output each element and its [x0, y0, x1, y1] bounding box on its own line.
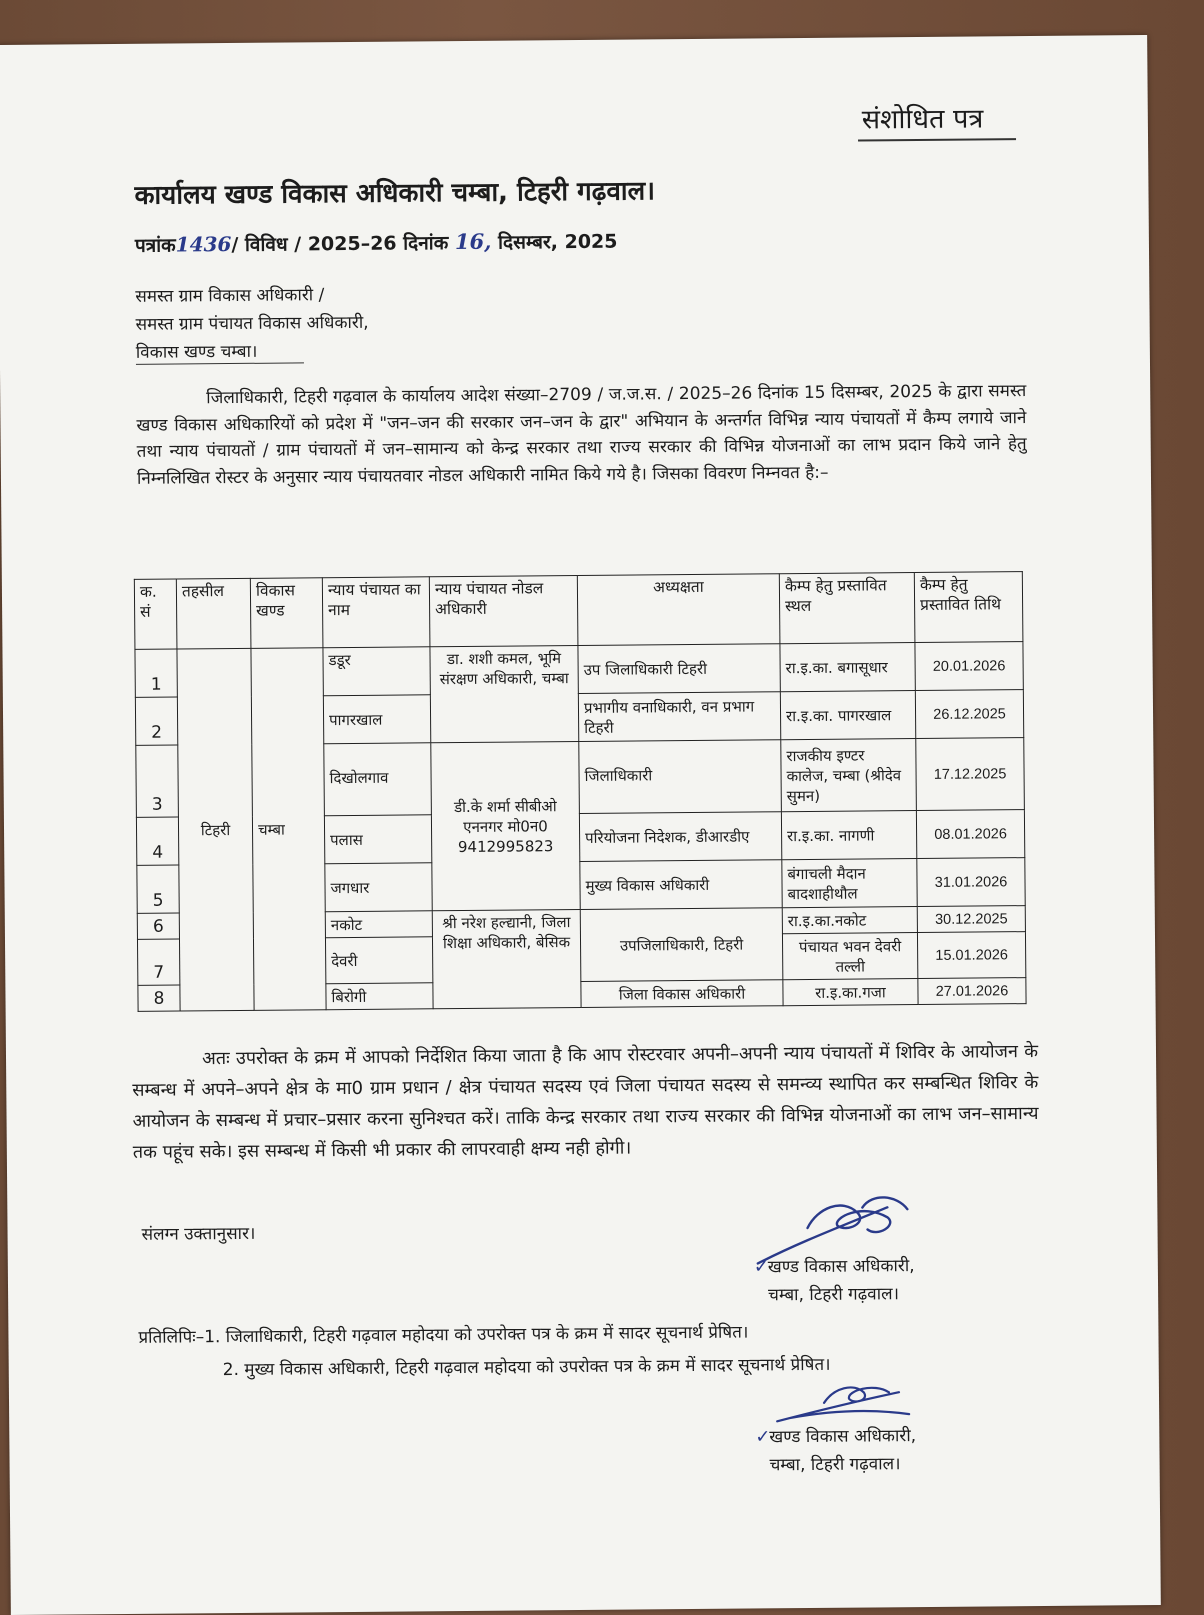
row-nyay-panchayat: दिखोलगाव — [324, 743, 432, 816]
row-camp-date: 08.01.2026 — [916, 810, 1024, 859]
revised-letter-heading: संशोधित पत्र — [861, 103, 984, 136]
addressee-line: समस्त ग्राम पंचायत विकास अधिकारी, — [135, 312, 369, 335]
row-camp-place: रा.इ.का. पागरखाल — [780, 691, 915, 740]
addressee-underline — [136, 362, 304, 364]
instruction-paragraph: अतः उपरोक्त के क्रम में आपको निर्देशित किया जाता है कि आप रोस्टरवार अपनी–अपनी न्याय पंचायतों में शिविर के आयोजन के सम्बन्ध में अपने–अपने क्षेत्र के मा0 ग्राम प्रधान / क्षेत्र पंचायत सदस्य एवं जिला पंचायत सदस्य से समन्व्य स्थापित कर सम्बन्धित शिविर के आयोजन के सम्बन्ध में प्रचार–प्रसार करना सुनिश्चत करें। ताकि केन्द्र सरकार तथा राज्य सरकार की विभिन्न योजनाओं का लाभ जन–सामान्य तक पहूंच सके। इस सम्बन्ध में किसी भी प्रकार की लापरवाही क्षम्य नही होगी। — [132, 1041, 1039, 1163]
heading-underline — [858, 138, 1016, 141]
letter-middle: / विविध / 2025–26 दिनांक — [231, 232, 449, 257]
letter-reference — [135, 228, 618, 258]
copy-to-line-2: 2. मुख्य विकास अधिकारी, टिहरी गढ़वाल महोदया को उपरोक्त पत्र के क्रम में सादर सूचनार्थ प्रेषित। — [222, 1354, 831, 1381]
row-nyay-panchayat: जगधार — [325, 863, 432, 912]
office-title: कार्यालय खण्ड विकास अधिकारी चम्बा, टिहरी गढ़वाल। — [134, 176, 656, 211]
intro-paragraph: जिलाधिकारी, टिहरी गढ़वाल के कार्यालय आदेश संख्या–2709 / ज.ज.स. / 2025–26 दिनांक 15 दिसम्बर, 2025 के द्वारा समस्त खण्ड विकास अधिकारियों को प्रदेश में "जन–जन की सरकार जन–जन के द्वार" अभियान के अन्तर्गत विभिन्न न्याय पंचायतों में कैम्प लगाये जाने तथा न्याय पंचायतों / ग्राम पंचायतों में जन–सामान्य को केन्द्र सरकार तथा राज्य सरकार की विभिन्न योजनाओं का लाभ प्रदान किये जाने हेतु निम्नलिखित रोस्टर के अनुसार न्याय पंचायतवार नोडल अधिकारी नामित किये गये है। जिसका विवरण निम्नवत है:– — [136, 381, 1027, 489]
signature-place: चम्बा, टिहरी गढ़वाल। — [768, 1284, 900, 1306]
row-chair: प्रभागीय वनाधिकारी, वन प्रभाग टिहरी — [578, 692, 780, 742]
addressee-line: विकास खण्ड चम्बा। — [135, 341, 258, 363]
row-sno: 4 — [136, 817, 178, 865]
header-camp-place: कैम्प हेतु प्रस्तावित स्थल — [779, 573, 915, 644]
copy-to-line-1: प्रतिलिपिः–1. जिलाधिकारी, टिहरी गढ़वाल महोदया को उपरोक्त पत्र के क्रम में सादर सूचनार्थ प्रेषित। — [138, 1322, 749, 1348]
letter-sheet — [0, 35, 1161, 1615]
table-header-row — [134, 572, 1023, 650]
header-nodal-officer: न्याय पंचायत नोडल अधिकारी — [429, 576, 578, 647]
nodal-officer-cell: डी.के शर्मा सीबीओ एननगर मो0न0 9412995823 — [431, 741, 580, 910]
header-chair: अध्यक्षता — [577, 574, 780, 646]
row-nyay-panchayat: नकोट — [325, 911, 432, 938]
row-sno: 2 — [135, 697, 177, 745]
row-chair: जिला विकास अधिकारी — [581, 980, 783, 1008]
row-chair: उप जिलाधिकारी टिहरी — [578, 644, 780, 694]
header-tehsil: तहसील — [176, 578, 251, 649]
letter-day-handwritten: 16, — [454, 228, 492, 255]
row-camp-place: रा.इ.का. नागणी — [781, 811, 916, 860]
nodal-officer-cell: श्री नरेश हल्द्यानी, जिला शिक्षा अधिकारी, बेसिक — [432, 909, 581, 1008]
letter-number-handwritten: 1436 — [175, 232, 232, 257]
row-sno: 3 — [136, 745, 179, 817]
row-sno: 8 — [138, 985, 180, 1011]
attachment-note: संलग्न उक्तानुसार। — [141, 1223, 256, 1245]
row-camp-place: रा.इ.का.गजा — [783, 979, 918, 1006]
row-nyay-panchayat: पलास — [324, 815, 431, 864]
nodal-officer-cell: डा. शशी कमल, भूमि संरक्षण अधिकारी, चम्बा — [430, 646, 579, 743]
tehsil-cell: टिहरी — [177, 648, 254, 1011]
block-cell: चम्बा — [251, 648, 326, 1011]
row-nyay-panchayat: पागरखाल — [323, 695, 430, 744]
row-nyay-panchayat: देवरी — [325, 937, 432, 984]
table-row — [135, 642, 1023, 698]
row-sno: 7 — [137, 939, 179, 985]
addressee-line: समस्त ग्राम विकास अधिकारी / — [135, 285, 325, 307]
header-block: विकास खण्ड — [250, 578, 323, 649]
row-camp-date: 26.12.2025 — [915, 690, 1023, 739]
row-camp-place: बंगाचली मैदान बादशाहीथौल — [782, 859, 917, 908]
row-nyay-panchayat: डडूर — [323, 647, 430, 696]
signature-designation: खण्ड विकास अधिकारी, — [767, 1256, 915, 1278]
tick-mark-icon: ✓ — [753, 1256, 770, 1278]
row-camp-date: 15.01.2026 — [917, 932, 1025, 979]
row-sno: 1 — [135, 649, 177, 697]
row-camp-date: 30.12.2025 — [917, 906, 1025, 933]
row-chair: उपजिलाधिकारी, टिहरी — [580, 908, 783, 982]
row-camp-place: पंचायत भवन देवरी तल्ली — [782, 933, 917, 980]
row-camp-place: रा.इ.का. बगासूधार — [780, 643, 915, 692]
header-camp-date: कैम्प हेतु प्रस्तावित तिथि — [914, 572, 1023, 643]
row-camp-date: 17.12.2025 — [916, 738, 1025, 811]
row-sno: 6 — [137, 913, 179, 939]
row-camp-place: रा.इ.का.नकोट — [782, 907, 917, 934]
letter-prefix: पत्रांक — [134, 234, 176, 257]
header-sno: क. सं — [134, 579, 177, 649]
row-camp-place: राजकीय इण्टर कालेज, चम्बा (श्रीदेव सुमन) — [781, 739, 917, 812]
row-chair: परियोजना निदेशक, डीआरडीए — [579, 812, 781, 862]
tick-mark-icon: ✓ — [755, 1426, 771, 1448]
letter-date-rest: दिसम्बर, 2025 — [497, 230, 618, 254]
row-chair: मुख्य विकास अधिकारी — [580, 860, 782, 910]
row-sno: 5 — [137, 865, 179, 913]
header-nyay-panchayat: न्याय पंचायत का नाम — [322, 577, 430, 648]
row-chair: जिलाधिकारी — [579, 740, 782, 814]
row-camp-date: 27.01.2026 — [918, 978, 1026, 1005]
signature-place: चम्बा, टिहरी गढ़वाल। — [769, 1454, 901, 1476]
signature-designation: खण्ड विकास अधिकारी, — [769, 1426, 917, 1448]
row-nyay-panchayat: बिरोगी — [326, 983, 433, 1010]
nodal-officer-roster-table — [134, 571, 1027, 1012]
row-camp-date: 20.01.2026 — [915, 642, 1023, 691]
row-camp-date: 31.01.2026 — [917, 858, 1025, 907]
